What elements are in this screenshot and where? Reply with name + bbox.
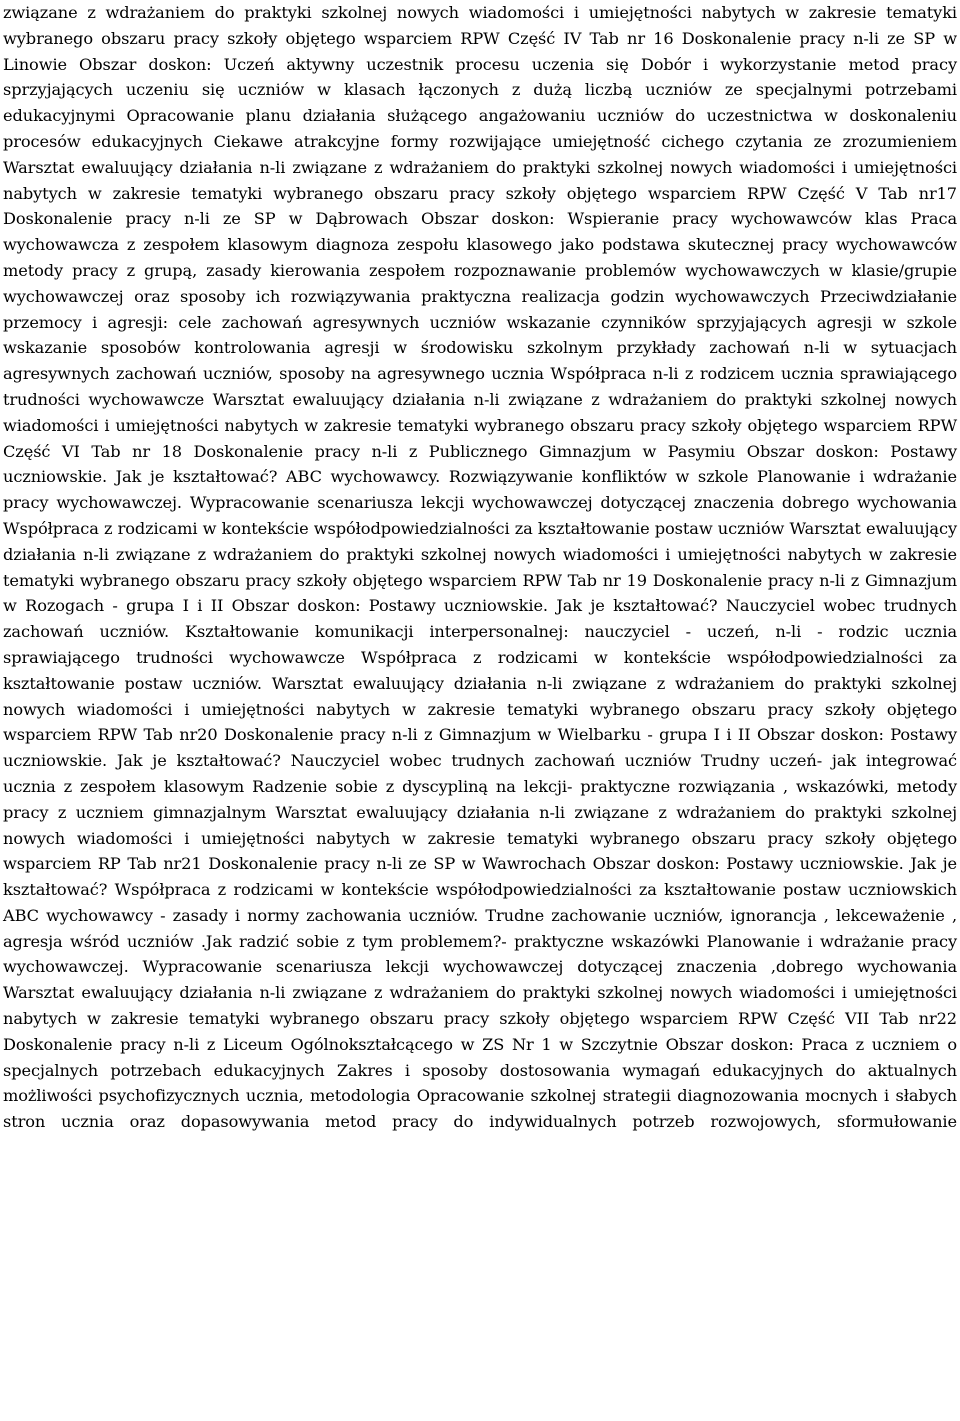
body-paragraph: związane z wdrażaniem do praktyki szkolnej nowych wiadomości i umiejętności nabytych w zakresie tematyki wybranego obszaru pracy szkoły objętego wsparciem RPW Część IV Tab nr 16 Doskonalenie pracy n-li ze SP w Linowie Obszar doskon: Uczeń aktywny uczestnik procesu uczenia się Dobór i wykorzystanie metod pracy sprzyjających uczeniu się uczniów w klasach łączonych z dużą liczbą uczniów ze specjalnymi potrzebami edukacyjnymi Opracowanie planu działania służącego angażowaniu uczniów do uczestnictwa w doskonaleniu procesów edukacyjnych Ciekawe atrakcyjne formy rozwijające umiejętność cichego czytania ze zrozumieniem Warsztat ewaluujący działania n-li związane z wdrażaniem do praktyki szkolnej nowych wiadomości i umiejętności nabytych w zakresie tematyki wybranego obszaru pracy szkoły objętego wsparciem RPW Część V Tab nr17 Doskonalenie pracy n-li ze SP w Dąbrowach Obszar doskon: Wspieranie pracy wychowawców klas Praca wychowawcza z zespołem klasowym diagnoza zespołu klasowego jako podstawa skutecznej pracy wychowawców metody pracy z grupą, zasady kierowania zespołem rozpoznawanie problemów wychowawczych w klasie/grupie wychowawczej oraz sposoby ich rozwiązywania praktyczna realizacja godzin wychowawczych Przeciwdziałanie przemocy i agresji: cele zachowań agresywnych uczniów wskazanie czynników sprzyjających agresji w szkole wskazanie sposobów kontrolowania agresji w środowisku szkolnym przykłady zachowań n-li w sytuacjach agresywnych zachowań uczniów, sposoby na agresywnego ucznia Współpraca n-li z rodzicem ucznia sprawiającego trudności wychowawcze Warsztat ewaluujący działania n-li związane z wdrażaniem do praktyki szkolnej nowych wiadomości i umiejętności nabytych w zakresie tematyki wybranego obszaru pracy szkoły objętego wsparciem RPW Część VI Tab nr 18 Doskonalenie pracy n-li z Publicznego Gimnazjum w Pasymiu Obszar doskon: Postawy uczniowskie. Jak je kształtować? ABC wychowawcy. Rozwiązywanie konfliktów w szkole Planowanie i wdrażanie pracy wychowawczej. Wypracowanie scenariusza lekcji wychowawczej dotyczącej znaczenia dobrego wychowania Współpraca z rodzicami w kontekście współodpowiedzialności za kształtowanie postaw uczniów Warsztat ewaluujący działania n-li związane z wdrażaniem do praktyki szkolnej nowych wiadomości i umiejętności nabytych w zakresie tematyki wybranego obszaru pracy szkoły objętego wsparciem RPW Tab nr 19 Doskonalenie pracy n-li z Gimnazjum w Rozogach - grupa I i II Obszar doskon: Postawy uczniowskie. Jak je kształtować? Nauczyciel wobec trudnych zachowań uczniów. Kształtowanie komunikacji interpersonalnej: nauczyciel - uczeń, n-li - rodzic ucznia sprawiającego trudności wychowawcze Współpraca z rodzicami w kontekście współodpowiedzialności za kształtowanie postaw uczniów. Warsztat ewaluujący działania n-li związane z wdrażaniem do praktyki szkolnej nowych wiadomości i umiejętności nabytych w zakresie tematyki wybranego obszaru pracy szkoły objętego wsparciem RPW Tab nr20 Doskonalenie pracy n-li z Gimnazjum w Wielbarku - grupa I i II Obszar doskon: Postawy uczniowskie. Jak je kształtować? Nauczyciel wobec trudnych zachowań uczniów Trudny uczeń- jak integrować ucznia z zespołem klasowym Radzenie sobie z dyscypliną na lekcji- praktyczne rozwiązania , wskazówki, metody pracy z uczniem gimnazjalnym Warsztat ewaluujący działania n-li związane z wdrażaniem do praktyki szkolnej nowych wiadomości i umiejętności nabytych w zakresie tematyki wybranego obszaru pracy szkoły objętego wsparciem RP Tab nr21 Doskonalenie pracy n-li ze SP w Wawrochach Obszar doskon: Postawy uczniowskie. Jak je kształtować? Współpraca z rodzicami w kontekście współodpowiedzialności za kształtowanie postaw uczniowskich ABC wychowawcy - zasady i normy zachowania uczniów. Trudne zachowanie uczniów, ignorancja , lekceważenie , agresja wśród uczniów .Jak radzić sobie z tym problemem?- praktyczne wskazówki Planowanie i wdrażanie pracy wychowawczej. Wypracowanie scenariusza lekcji wychowawczej dotyczącej znaczenia ,dobrego wychowania Warsztat ewaluujący działania n-li związane z wdrażaniem do praktyki szkolnej nowych wiadomości i umiejętności nabytych w zakresie tematyki wybranego obszaru pracy szkoły objętego wsparciem RPW Część VII Tab nr22 Doskonalenie pracy n-li z Liceum Ogólnokształcącego w ZS Nr 1 w Szczytnie Obszar doskon: Praca z uczniem o specjalnych potrzebach edukacyjnych Zakres i sposoby dostosowania wymagań edukacyjnych do aktualnych możliwości psychofizycznych ucznia, metodologia Opracowanie szkolnej strategii diagnozowania mocnych i słabych stron ucznia oraz dopasowywania metod pracy do indywidualnych potrzeb rozwojowych, sformułowanie	[3, 3, 957, 1132]
